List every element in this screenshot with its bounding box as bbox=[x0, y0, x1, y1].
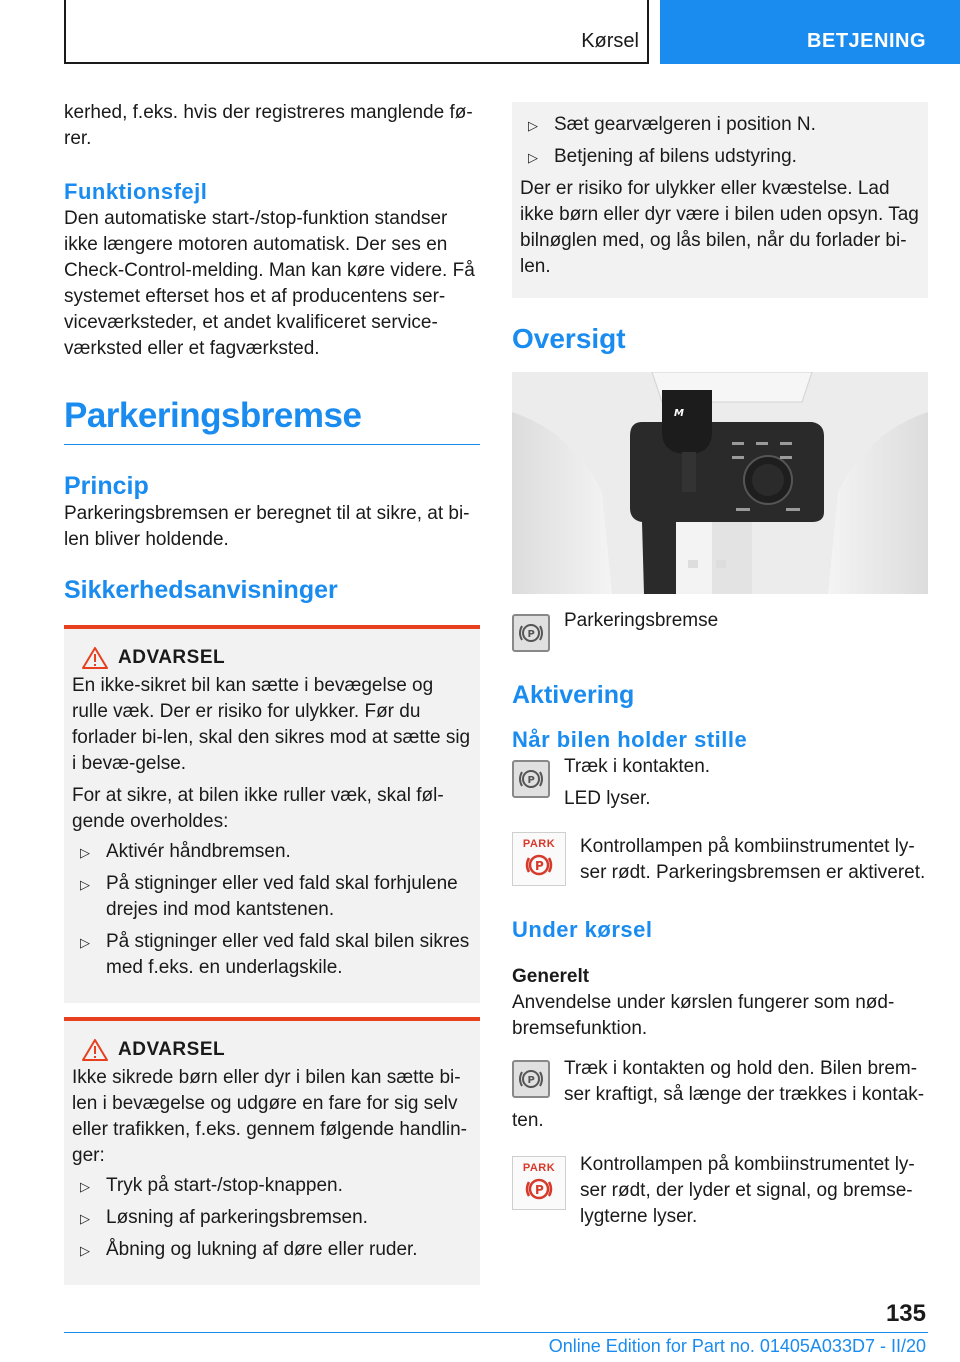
list-item: ▷ Aktivér håndbremsen. bbox=[72, 839, 474, 865]
header-section-title: Kørsel bbox=[581, 30, 639, 52]
parking-brake-switch-icon bbox=[512, 614, 550, 652]
standstill-step2: LED lyser. bbox=[564, 788, 651, 809]
warning-label-2: ADVARSEL bbox=[118, 1039, 226, 1060]
page-number: 135 bbox=[885, 1300, 926, 1327]
general-text: Anvendelse under kørslen fungerer som nød-bremsefunktion. bbox=[512, 992, 895, 1039]
overview-heading: Oversigt bbox=[512, 323, 626, 354]
svg-text:P: P bbox=[535, 859, 544, 873]
principle-heading: Princip bbox=[64, 472, 149, 500]
warning-continuation-text: Der er risiko for ulykker eller kvæstelse. Lad ikke børn eller dyr være i bilen uden opsyn. Tag bilnøglen med, og lås bilen, når du forlader bi-len. bbox=[520, 178, 919, 277]
svg-text:P: P bbox=[527, 1075, 535, 1086]
svg-text:M: M bbox=[674, 408, 684, 419]
header-chapter-title: BETJENING bbox=[807, 30, 926, 52]
header-section-box bbox=[64, 0, 649, 64]
triangle-bullet-icon: ▷ bbox=[528, 150, 538, 165]
center-console-illustration bbox=[512, 372, 928, 594]
footer-rule bbox=[64, 1332, 928, 1333]
activation-heading: Aktivering bbox=[512, 681, 635, 709]
warning-box-1 bbox=[64, 625, 480, 1003]
parking-brake-switch-icon bbox=[512, 760, 550, 798]
header-chapter-box bbox=[660, 0, 960, 64]
warning-header-1 bbox=[82, 647, 474, 669]
safety-heading: Sikkerhedsanvisninger bbox=[64, 576, 338, 604]
driving-step-text: Træk i kontakten og hold den. Bilen brem-ser kraftigt, så længe der trækkes i kontak-ten. bbox=[512, 1058, 925, 1131]
general-heading: Generelt bbox=[512, 966, 590, 987]
malfunction-text: Den automatiske start-/stop-funktion standser ikke længere motoren automatisk. Der ses en Check-Control-melding. Man kan køre videre. Få systemet efterset hos et af producentens ser-viceværksteder, et andet kvalificeret service-værksted eller et fagværksted. bbox=[64, 208, 475, 359]
driving-indicator-row bbox=[512, 1156, 928, 1230]
warning-list-2 bbox=[72, 1173, 474, 1263]
list-item: ▷ På stigninger eller ved fald skal bilen sikres med f.eks. en underlagskile. bbox=[80, 931, 470, 978]
list-item: ▷ Åbning og lukning af døre eller ruder. bbox=[72, 1237, 474, 1263]
warning-header-2 bbox=[82, 1039, 474, 1061]
driving-step-block bbox=[512, 1056, 928, 1134]
malfunction-heading: Funktionsfejl bbox=[64, 179, 208, 204]
standstill-heading: Når bilen holder stille bbox=[512, 727, 748, 752]
center-console-image bbox=[512, 372, 928, 594]
parking-brake-heading: Parkeringsbremse bbox=[64, 396, 480, 445]
driving-heading: Under kørsel bbox=[512, 917, 653, 942]
intro-text: kerhed, f.eks. hvis der registreres manglende fø-rer. bbox=[64, 102, 473, 149]
svg-text:P: P bbox=[527, 775, 535, 786]
triangle-bullet-icon: ▷ bbox=[80, 1243, 90, 1258]
triangle-bullet-icon: ▷ bbox=[80, 877, 90, 892]
list-item: ▷ Betjening af bilens udstyring. bbox=[520, 144, 920, 170]
parking-brake-caption: Parkeringsbremse bbox=[564, 610, 719, 631]
svg-text:P: P bbox=[535, 1183, 544, 1197]
list-item: ▷ Løsning af parkeringsbremsen. bbox=[72, 1205, 474, 1231]
standstill-step-row bbox=[512, 756, 928, 812]
triangle-bullet-icon: ▷ bbox=[528, 118, 538, 133]
triangle-bullet-icon: ▷ bbox=[80, 1211, 90, 1226]
triangle-bullet-icon: ▷ bbox=[80, 845, 90, 860]
warning-continuation-list bbox=[520, 112, 920, 170]
standstill-indicator-row bbox=[512, 832, 928, 886]
park-indicator-icon: PARK P bbox=[512, 1156, 566, 1210]
warning-list-1 bbox=[72, 839, 474, 981]
standstill-indicator-text: Kontrollampen på kombiinstrumentet ly-ser rødt. Parkeringsbremsen er aktiveret. bbox=[580, 836, 926, 883]
warning-label-1: ADVARSEL bbox=[118, 647, 226, 668]
standstill-step1: Træk i kontakten. bbox=[564, 756, 711, 777]
principle-text: Parkeringsbremsen er beregnet til at sikre, at bi-len bliver holdende. bbox=[64, 503, 470, 550]
parking-brake-caption-row bbox=[512, 610, 928, 652]
driving-indicator-text: Kontrollampen på kombiinstrumentet ly-ser rødt, der lyder et signal, og bremse-lygterne lyser. bbox=[580, 1154, 915, 1227]
warning-text-2: Ikke sikrede børn eller dyr i bilen kan sætte bi-len i bevægelse og udgøre en fare for sig selv eller trafikken, f.eks. gennem følgende handlin-ger: bbox=[72, 1067, 467, 1166]
svg-text:P: P bbox=[527, 629, 535, 640]
list-item: ▷ På stigninger eller ved fald skal forhjulene drejes ind mod kantstenen. bbox=[80, 873, 458, 920]
right-column bbox=[512, 102, 928, 1230]
warning-box-2 bbox=[64, 1017, 480, 1285]
warning-continuation-box bbox=[512, 102, 928, 298]
left-column bbox=[64, 100, 480, 1285]
warning-text-1a: En ikke-sikret bil kan sætte i bevægelse og rulle væk. Der er risiko for ulykker. Før du forlader bi-len, skal den sikres mod at sætte sig i bevæ-gelse. bbox=[72, 675, 471, 774]
warning-triangle-icon bbox=[82, 1039, 108, 1061]
triangle-bullet-icon: ▷ bbox=[80, 935, 90, 950]
list-item: ▷ Sæt gearvælgeren i position N. bbox=[520, 112, 920, 138]
parking-brake-switch-icon bbox=[512, 1060, 550, 1098]
park-indicator-icon: PARK P bbox=[512, 832, 566, 886]
triangle-bullet-icon: ▷ bbox=[80, 1179, 90, 1194]
warning-text-1b: For at sikre, at bilen ikke ruller væk, skal føl-gende overholdes: bbox=[72, 785, 444, 832]
warning-triangle-icon bbox=[82, 647, 108, 669]
standstill-step-text bbox=[564, 756, 711, 812]
list-item: ▷ Tryk på start-/stop-knappen. bbox=[72, 1173, 474, 1199]
footer-edition: Online Edition for Part no. 01405A033D7 - II/20 bbox=[548, 1336, 926, 1356]
